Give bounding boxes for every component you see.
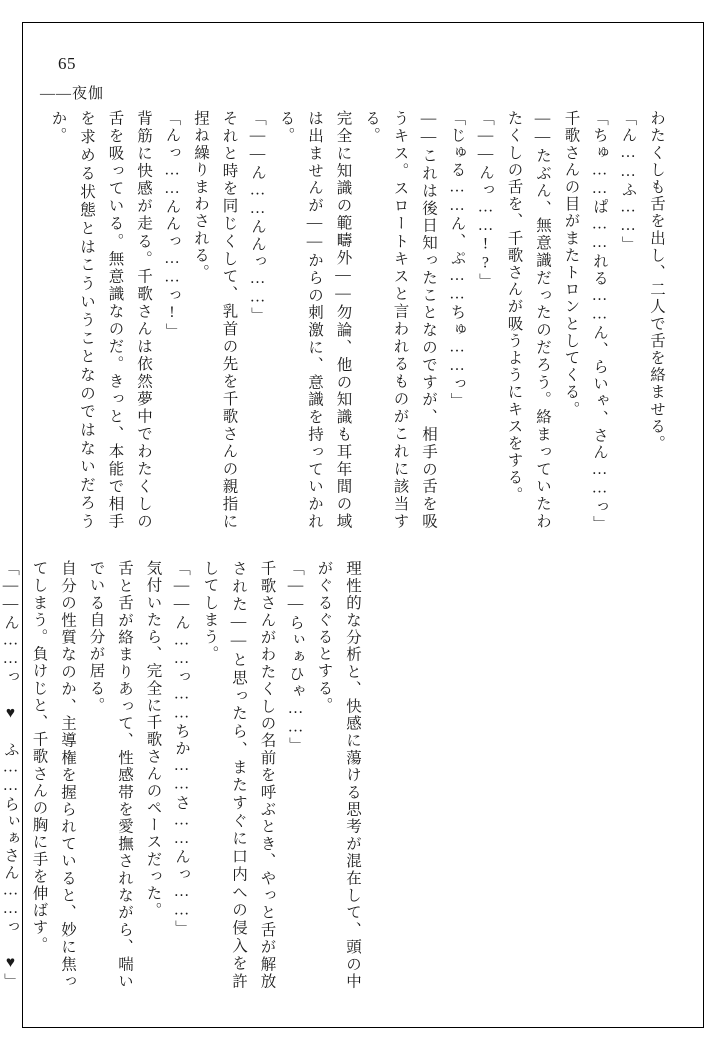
paragraph: 「じゅる……ん、ぷ……ちゅ……っ」 (448, 110, 466, 410)
paragraph: ――これは後日知ったことなのですが、相手の舌を吸うキス。スロートキスと言われるものがこれに該当する。 (363, 110, 437, 530)
paragraph: 舌と舌が絡まりあって、性感帯を愛撫されながら、喘いでいる自分が居る。 (87, 560, 133, 990)
paragraph: 「――ん……っ ♥ ふ……らぃぁさん……っ ♥」 (2, 560, 19, 990)
paragraph: 「――らぃぁひゃ……」 (287, 560, 304, 755)
paragraph: わたくしも舌を出し、二人で舌を絡ませる。 (648, 110, 665, 452)
paragraph: それと時を同じくして、乳首の先を千歌さんの親指に捏ね繰りまわされる。 (192, 110, 238, 530)
page-number: 65 (58, 54, 76, 73)
paragraph: 千歌さんの目がまたトロンとしてくる。 (562, 110, 580, 418)
paragraph: 理性的な分析と、快感に蕩ける思考が混在して、頭の中がぐるぐるとする。 (315, 560, 361, 990)
body-text-upper (43, 110, 670, 533)
paragraph: 気付いたら、完全に千歌さんのペースだった。 (144, 560, 162, 920)
paragraph: 「――ん……んんっ……」 (249, 110, 266, 325)
paragraph: 背筋に快感が走る。千歌さんは依然夢中でわたくしの舌を吸っている。無意識なのだ。きっと、本能で相手を求める状態とはこういうことなのではないだろうか。 (49, 110, 152, 530)
paragraph: 「――んっ……!?」 (477, 110, 494, 290)
paragraph: ――たぶん、無意識だったのだろう。絡まっていたわたくしの舌を、千歌さんが吸うようにキスをする。 (505, 110, 551, 530)
paragraph: 「ん……ふ……」 (619, 110, 637, 253)
paragraph: 「ちゅ……ぱ……れる……ん、らいゃ、さん……っ」 (591, 110, 608, 533)
paragraph: 「――ん……っ……ちか……さ……んっ……」 (173, 560, 190, 938)
body-text-lower (0, 560, 366, 990)
paragraph: 完全に知識の範疇外――勿論、他の知識も耳年間の域は出ませんが――からの刺激に、意識を持っていかれる。 (277, 110, 352, 530)
paragraph: 「んっ……んんっ……っ!」 (163, 110, 181, 340)
running-head: ――夜伽 (40, 86, 105, 102)
paragraph: 千歌さんがわたくしの名前を呼ぶとき、やっと舌が解放された――と思ったら、またすぐに口内への侵入を許してしまう。 (201, 560, 276, 990)
paragraph: 自分の性質なのか、主導権を握られていると、妙に焦ってしまう。負けじと、千歌さんの胸に手を伸ばす。 (30, 560, 76, 990)
